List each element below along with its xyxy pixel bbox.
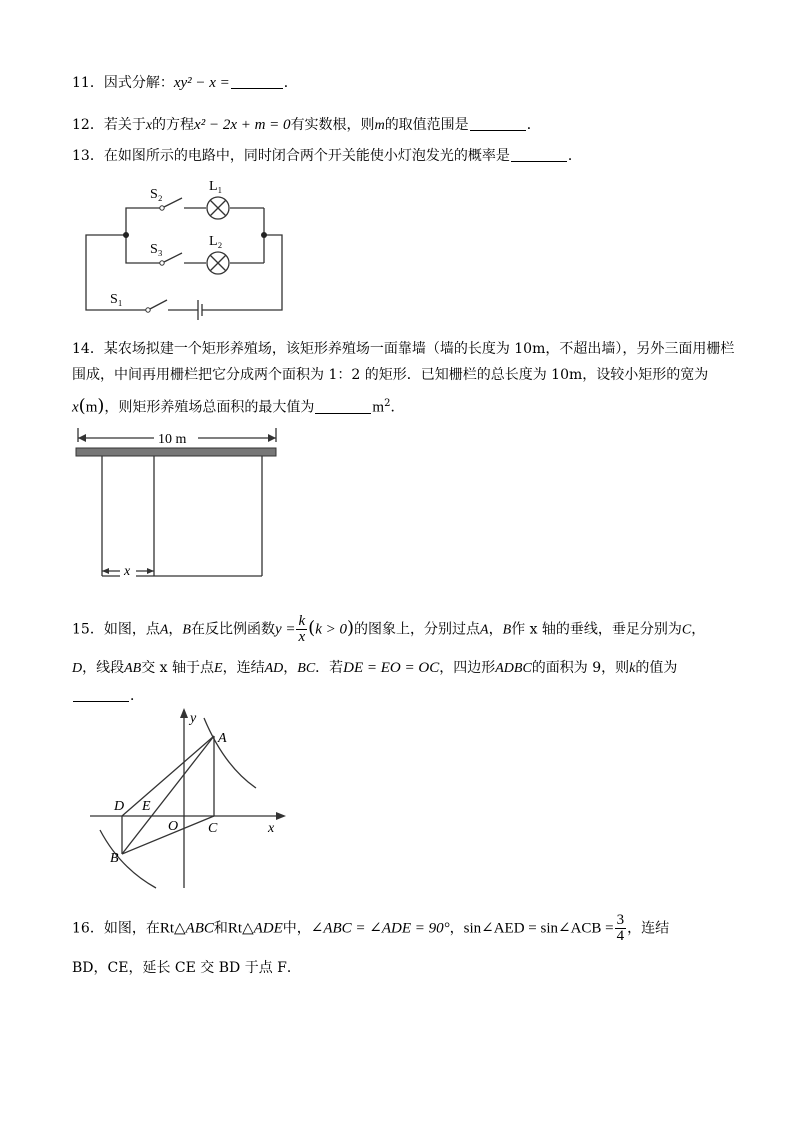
- question-16-line-2: [72, 958, 301, 978]
- q15-comma-2: ，: [488, 621, 503, 638]
- q15-number: 15．: [72, 621, 104, 638]
- q15-point-c: C: [681, 622, 692, 638]
- question-15-line-1: 15．如图，点A，B在反比例函数y = $\frac{k}{x}$ (k > 0)的图象上，分别过点A，B作 x 轴的垂线，垂足分别为C，: [72, 613, 706, 645]
- q15-segment-bc: BC: [297, 661, 316, 676]
- q16-separator: ，: [449, 920, 464, 937]
- farm-enclosure-diagram: [72, 428, 297, 583]
- segment-ad: [122, 736, 214, 816]
- question-15-line-2: [72, 658, 677, 679]
- x-axis-arrow-icon: [276, 812, 286, 820]
- circuit-diagram: [78, 178, 293, 318]
- q11-end: ．: [283, 75, 298, 91]
- q15-end: ．: [130, 688, 144, 704]
- wall: [76, 448, 276, 456]
- q15-frac-num: k: [298, 613, 306, 629]
- label-l2: L₂: [209, 234, 223, 249]
- q15-condition: k > 0: [315, 621, 347, 638]
- q14-var-x: x: [72, 399, 79, 416]
- q11-label: 因式分解：: [103, 75, 174, 91]
- q15-comma-1: ，: [168, 621, 183, 638]
- label-y-axis: y: [190, 711, 197, 726]
- q15-segment-ab: AB: [124, 661, 142, 676]
- label-s2: S₂: [150, 187, 163, 202]
- q15-text-2: 在反比例函数: [190, 621, 275, 638]
- q15-point-b: B: [182, 622, 191, 638]
- label-point-b: B: [110, 851, 119, 866]
- segment-ab: [122, 736, 214, 854]
- q15-answer-blank: [73, 687, 129, 702]
- q15-l2-text-1: ，线段: [82, 660, 125, 676]
- label-point-d: D: [114, 799, 125, 814]
- q14-area-unit: m: [372, 399, 385, 416]
- switch-s2-blade: [162, 198, 182, 208]
- q12-text-4: 的取值范围是: [384, 117, 469, 133]
- q16-frac-den: 4: [616, 928, 625, 944]
- q15-l2-text-2: 交 x 轴于点: [141, 660, 215, 676]
- q16-frac-num: 3: [616, 912, 625, 928]
- switch-s3-blade: [162, 253, 182, 263]
- q13-text: 在如图所示的电路中，同时闭合两个开关能使小灯泡发光的概率是: [103, 148, 510, 164]
- q14-area-exponent: 2: [384, 398, 391, 409]
- q15-l2-text-4: ．若: [315, 660, 344, 676]
- switch-s1-blade: [148, 300, 167, 310]
- q11-expression: xy² − x =: [173, 75, 230, 91]
- question-12: [72, 115, 541, 136]
- q15-l2-text-5: ，四边形: [439, 660, 496, 676]
- q14-unit-m: m: [85, 399, 98, 416]
- q15-l2-text-6: 的面积为 9，则: [531, 660, 630, 676]
- q15-l2-text-7: 的值为: [635, 660, 678, 676]
- q12-end: ．: [526, 117, 541, 133]
- q14-number: 14．: [72, 341, 104, 357]
- q12-text-1: 若关于: [103, 117, 146, 133]
- q11-answer-blank: [231, 74, 283, 89]
- q12-var-m: m: [374, 118, 385, 133]
- q15-l2-text-3: ，连结: [222, 660, 265, 676]
- label-point-c: C: [208, 821, 218, 836]
- question-11: [72, 73, 298, 93]
- width-x-label: x: [124, 564, 131, 579]
- label-s1: S₁: [110, 292, 123, 307]
- q13-answer-blank: [511, 147, 567, 162]
- arrow-right-icon: [147, 568, 154, 574]
- q16-text-2: 和: [213, 920, 228, 937]
- arrow-left-icon: [78, 434, 86, 442]
- q12-text-2: 的方程: [152, 117, 195, 133]
- q12-answer-blank: [470, 116, 526, 131]
- hyperbola-branch-2: [100, 830, 156, 888]
- q15-y-eq: y =: [274, 621, 296, 638]
- question-13: [72, 146, 582, 166]
- q11-number: 11．: [72, 75, 104, 91]
- q14-text-3: ，则矩形养殖场总面积的最大值为: [104, 399, 315, 416]
- q15-text-1: 如图，点: [103, 621, 160, 638]
- q16-fraction-3-over-4: [615, 913, 627, 944]
- question-16-line-1: [72, 913, 669, 944]
- label-s3: S₃: [150, 242, 163, 257]
- q12-var-x: x: [145, 118, 153, 133]
- q15-comma-3: ，: [691, 621, 706, 638]
- arrow-left-icon: [102, 568, 109, 574]
- question-15-line-3: [72, 686, 144, 706]
- q15-quadrilateral: ADBC: [495, 661, 532, 676]
- question-14-line-2: [72, 365, 708, 385]
- wall-length-label: 10 m: [158, 432, 187, 447]
- q15-text-3: 的图象上，分别过点: [354, 621, 480, 638]
- q16-rt-1: Rt△: [159, 920, 186, 937]
- q15-point-a-2: A: [480, 622, 489, 638]
- q15-point-b-2: B: [502, 622, 512, 638]
- q16-text-1: 如图，在: [103, 920, 160, 937]
- q14-text-2: 围成，中间再用栅栏把它分成两个面积为 1：2 的矩形．已知栅栏的总长度为 10m，设较小矩形的宽为: [72, 367, 709, 383]
- q15-point-a: A: [159, 622, 169, 638]
- q15-equalities: DE = EO = OC: [343, 660, 440, 676]
- q15-frac-den: x: [298, 629, 306, 645]
- q16-text-4: ，连结: [627, 920, 670, 937]
- q15-comma-4: ，: [283, 660, 298, 676]
- q15-text-4: 作 x 轴的垂线，垂足分别为: [511, 621, 682, 638]
- question-14-line-3: x(m)，则矩形养殖场总面积的最大值为 $m^2$．: [72, 395, 405, 417]
- q15-var-k: k: [629, 661, 636, 676]
- hyperbola-branch-1: [204, 718, 256, 788]
- q16-text-line-2: BD，CE，延长 CE 交 BD 于点 F．: [72, 960, 301, 976]
- q15-fraction-k-over-x: [296, 614, 307, 645]
- q16-triangle-abc: ABC: [185, 920, 214, 937]
- q12-equation: x² − 2x + m = 0: [194, 117, 291, 133]
- label-l1: L₁: [209, 179, 223, 194]
- inverse-function-graph: [72, 706, 297, 891]
- label-point-a: A: [218, 731, 227, 746]
- label-x-axis: x: [268, 821, 275, 836]
- label-origin-o: O: [168, 819, 179, 834]
- q13-number: 13．: [72, 148, 104, 164]
- q12-number: 12．: [72, 117, 104, 133]
- q16-rt-2: Rt△: [227, 920, 254, 937]
- q14-end: ．: [390, 399, 405, 416]
- q13-end: ．: [567, 148, 582, 164]
- q16-sine-equation: sin∠AED = sin∠ACB =: [463, 920, 614, 937]
- q15-point-d: D: [72, 661, 83, 676]
- y-axis-arrow-icon: [180, 708, 188, 718]
- arrow-right-icon: [268, 434, 276, 442]
- q14-text-1: 某农场拟建一个矩形养殖场，该矩形养殖场一面靠墙（墙的长度为 10m，不超出墙），另外三面用栅栏: [103, 341, 735, 357]
- q16-triangle-ade: ADE: [253, 920, 283, 937]
- question-14-line-1: [72, 339, 734, 359]
- label-point-e: E: [142, 799, 151, 814]
- q15-segment-ad: AD: [264, 661, 284, 676]
- q14-answer-blank: [315, 399, 371, 414]
- q16-text-3: 中，: [282, 920, 311, 937]
- q16-angle-equation: ∠ABC = ∠ADE = 90°: [310, 920, 450, 937]
- q12-text-3: 有实数根，则: [290, 117, 375, 133]
- q15-point-e: E: [214, 661, 223, 676]
- q16-number: 16．: [72, 920, 104, 937]
